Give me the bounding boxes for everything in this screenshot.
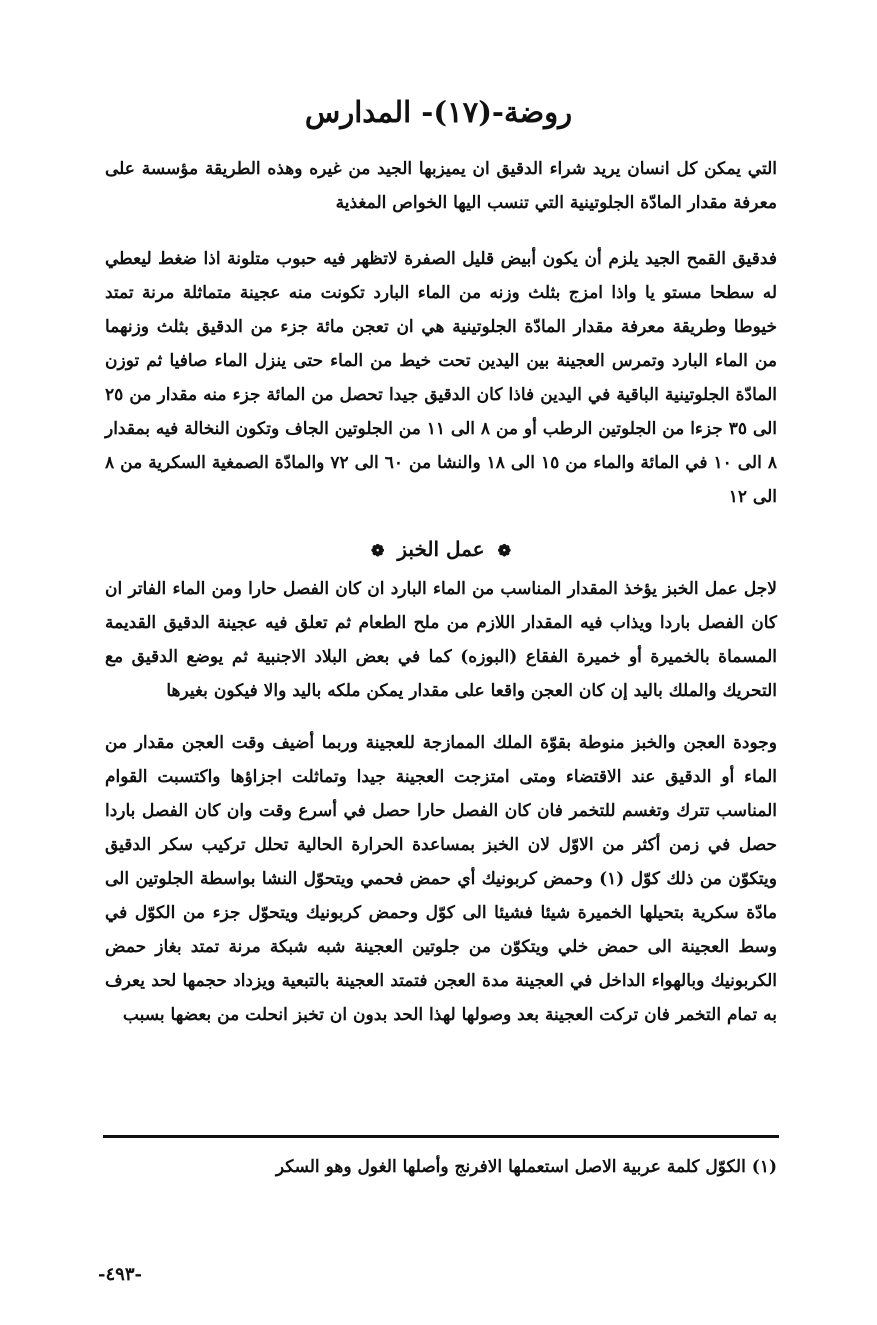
footnote-divider — [103, 1135, 779, 1138]
page-body — [105, 152, 777, 1032]
paragraph-2: فدقيق القمح الجيد يلزم أن يكون أبيض قليل الصفرة لاتظهر فيه حبوب متلونة اذا ضغط ليعطي له سطحا مستو يا واذا امزج بثلث وزنه من الماء البارد تكونت منه عجينة متماثلة مرنة تمتد خيوطا وطريقة معرفة مقدار المادّة الجلوتينية هي ان تعجن مائة جزء من الدقيق بثلث وزنهما من الماء البارد وتمرس العجينة بين اليدين تحت خيط من الماء حتى ينزل الماء صافيا ثم توزن المادّة الجلوتينية الباقية في اليدين فاذا كان الدقيق جيدا تحصل من المائة جزء منه مقدار من ٢٥ الى ٣٥ جزءا من الجلوتين الرطب أو من ٨ الى ١١ من الجلوتين الجاف وتكون النخالة فيه بمقدار ٨ الى ١٠ في المائة والماء من ١٥ الى ١٨ والنشا من ٦٠ الى ٧٢ والمادّة الصمغية السكرية من ٨ الى ١٢ — [105, 249, 777, 507]
paragraph-4: وجودة العجن والخبز منوطة بقوّة الملك الممازجة للعجينة وربما أضيف وقت العجن مقدار من الماء أو الدقيق عند الاقتضاء ومتى امتزجت العجينة جيدا وتماثلت اجزاؤها واكتسبت القوام المناسب تترك وتغسم للتخمر فان كان الفصل حارا حصل في أسرع وقت وان كان الفصل باردا حصل في زمن أكثر من الاوّل لان الخبز بمساعدة الحرارة الحالية تحلل تركيب سكر الدقيق ويتكوّن من ذلك كوّل (١) وحمض كربونيك أي حمض فحمي ويتحوّل النشا بواسطة الجلوتين الى مادّة سكرية بتحيلها الخميرة شيئا فشيئا الى كوّل وحمض كربونيك ويتحوّل جزء من الكوّل في وسط العجينة الى حمض خلي ويتكوّن من جلوتين العجينة شبه شبكة مرنة تمتد بغاز حمض الكربونيك وبالهواء الداخل في العجينة مدة العجن فتمتد العجينة بالتبعية ويزداد حجمها لحد يعرف به تمام التخمر فان تركت العجينة بعد وصولها لهذا الحد بدون ان تخبز انحلت من بعضها بسبب — [105, 733, 777, 1025]
page-number: -٤٩٣- — [98, 1264, 142, 1285]
ornament-left-icon: ❁ — [371, 541, 385, 560]
paragraph-1: التي يمكن كل انسان يريد شراء الدقيق ان يميزبها الجيد من غيره وهذه الطريقة مؤسسة على معرفة مقدار المادّة الجلوتينية التي تنسب اليها الخواص المغذية — [105, 159, 777, 213]
section-heading — [105, 532, 777, 568]
footnote: (١) الكوّل كلمة عربية الاصل استعملها الافرنج وأصلها الغول وهو السكر — [275, 1157, 777, 1177]
section-heading-text: عمل الخبز — [397, 537, 485, 561]
ornament-right-icon: ❁ — [497, 541, 511, 560]
page-header: روضة-(١٧)- المدارس — [304, 95, 573, 129]
paragraph-3: لاجل عمل الخبز يؤخذ المقدار المناسب من الماء البارد ان كان الفصل حارا ومن الماء الفاتر ان كان الفصل باردا ويذاب فيه المقدار اللازم من ملح الطعام ثم تعلق فيه عجينة الدقيق القديمة المسماة بالخميرة أو خميرة الفقاع (البوزه) كما في بعض البلاد الاجنبية ثم يوضع الدقيق مع التحريك والملك باليد إن كان العجن واقعا على مقدار يمكن ملكه باليد والا فيكون بغيرها — [105, 579, 777, 701]
